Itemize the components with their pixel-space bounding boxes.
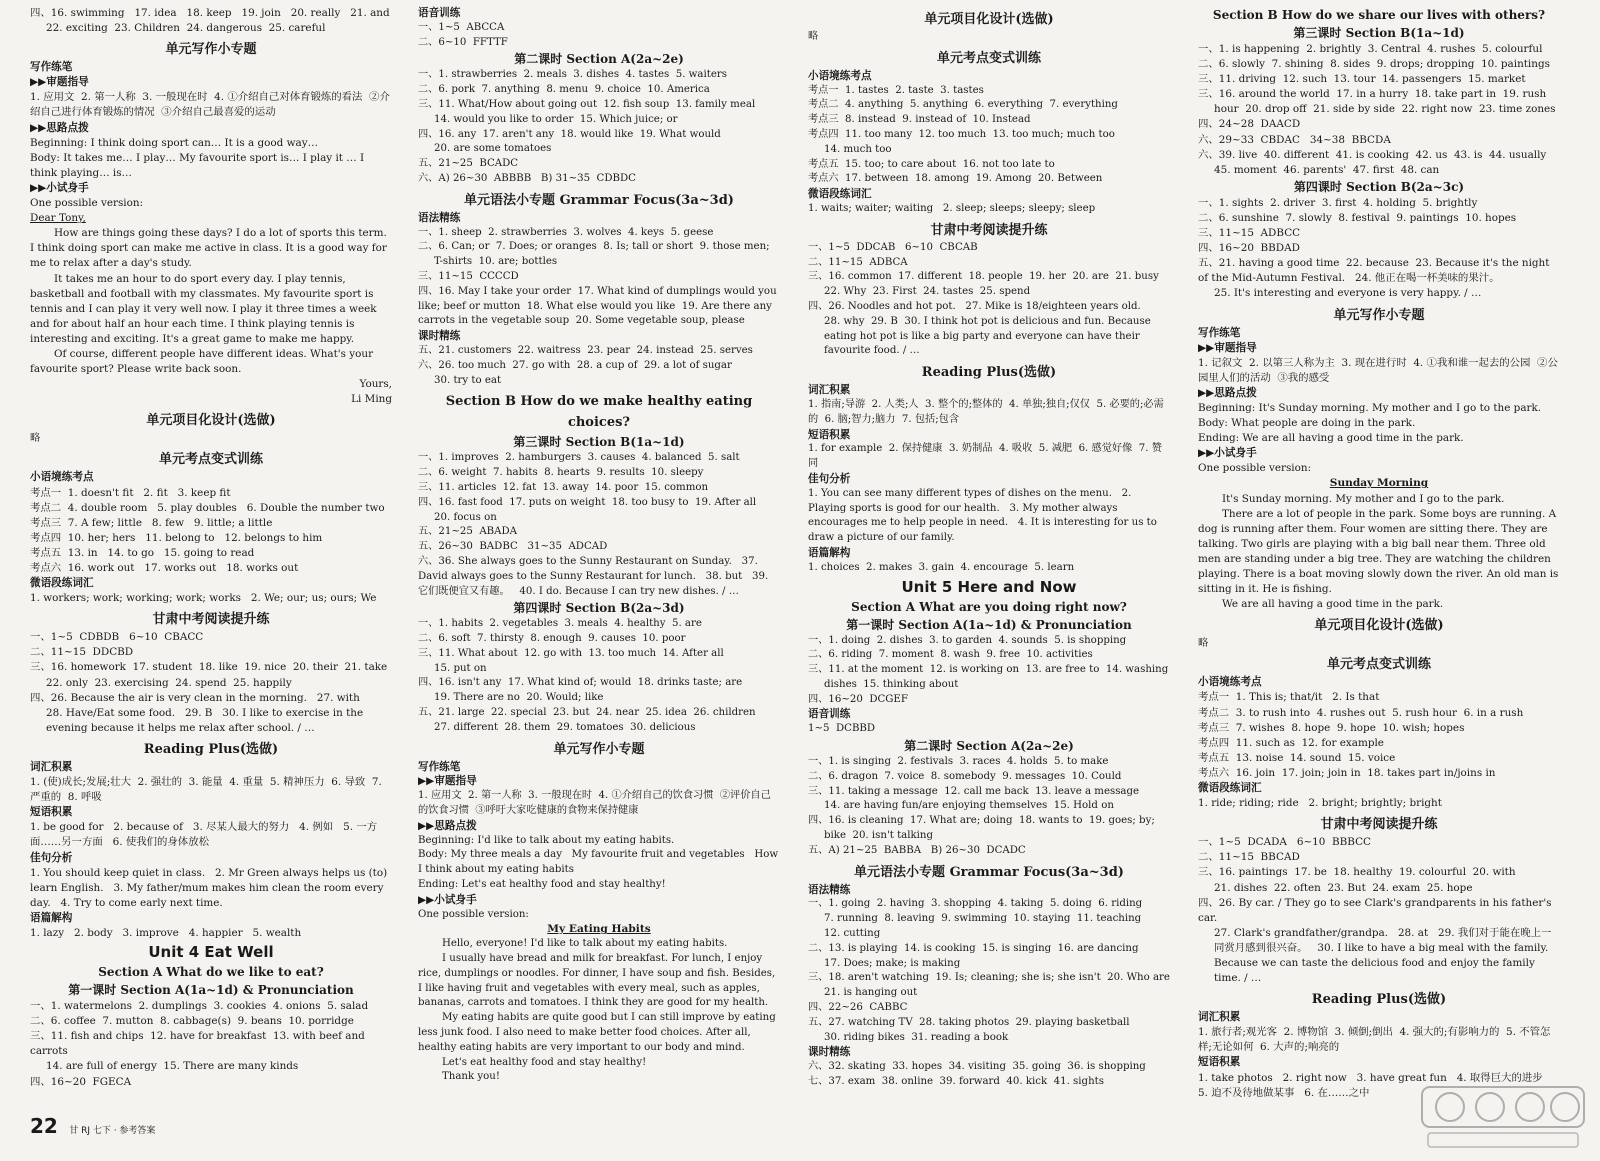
exercise-label: ▶▶审题指导 — [30, 76, 89, 89]
answer-line: 1. workers; work; working; work; works 2. We; our; us; ours; We — [30, 592, 377, 605]
answer-line: 二、6. pork 7. anything 8. menu 9. choice 10. America — [418, 84, 710, 96]
answer-line: Beginning: I'd like to talk about my eating habits. — [418, 834, 675, 846]
essay-title: My Eating Habits — [547, 923, 651, 936]
answer-line: 考点三 7. wishes 8. hope 9. hope 10. wish; hopes — [1198, 721, 1465, 734]
answer-line: 四、16~20 DCGEF — [808, 693, 908, 705]
answer-line: 六、39. live 40. different 41. is cooking 42. us 43. is 44. usually — [1198, 148, 1547, 161]
answer-line: 一、1. sights 2. driver 3. first 4. holding 5. brightly — [1198, 196, 1478, 209]
answer-line: 1. You can see many different types of dishes on the menu. 2. Playing sports is good for our health. 3. My mother always encourages me to help people in need. 4. It is interesting for us to draw a picture of our family. — [808, 487, 1161, 544]
answer-line: 考点二 3. to rush into 4. rushes out 5. rush hour 6. in a rush — [1198, 706, 1524, 719]
answer-line: 七、37. exam 38. online 39. forward 40. kick 41. sights — [808, 1076, 1104, 1088]
answer-line: 1. be good for 2. because of 3. 尽某人最大的努力 4. 例如 5. 一方面……另一方面 6. 使我们的身体放松 — [30, 821, 378, 849]
section-heading: Section B How do we make healthy eating choices? — [445, 394, 753, 431]
unit-title: Unit 4 Eat Well — [148, 943, 274, 962]
answer-line: One possible version: — [1198, 462, 1312, 475]
answer-line-continued: 30. riding bikes 31. reading a book — [824, 1031, 1009, 1043]
answer-line: 四、16~20 FGECA — [30, 1075, 132, 1088]
answer-line: 二、6~10 FFTTF — [418, 36, 508, 48]
answer-line: 一、1. watermelons 2. dumplings 3. cookies 4. onions 5. salad — [30, 1000, 369, 1013]
answer-line: 二、6. sunshine 7. slowly 8. festival 9. paintings 10. hopes — [1198, 211, 1517, 224]
answer-line: 考点二 4. anything 5. anything 6. everything 7. everything — [808, 99, 1118, 111]
exercise-label: 微语段练词汇 — [30, 577, 94, 590]
answer-line: 一、1~5 ABCCA — [418, 21, 505, 33]
essay-paragraph: It's Sunday morning. My mother and I go to the park. — [1222, 492, 1505, 505]
exercise-label: 短语积累 — [808, 428, 851, 441]
letter-signoff: Li Ming — [351, 393, 392, 406]
answer-line: 一、1~5 DDCAB 6~10 CBCAB — [808, 241, 978, 253]
answer-line: 考点六 17. between 18. among 19. Among 20. Between — [808, 173, 1103, 185]
section-heading: 单元考点变式训练 — [936, 50, 1041, 66]
answer-line: 五、A) 21~25 BABBA B) 26~30 DCADC — [808, 844, 1026, 856]
answer-line: 三、16. common 17. different 18. people 19. her 20. are 21. busy — [808, 271, 1159, 283]
answer-line: 二、6. coffee 7. mutton 8. cabbage(s) 9. beans 10. porridge — [30, 1015, 354, 1028]
section-heading: 甘肃中考阅读提升练 — [152, 612, 270, 628]
answer-line: 考点三 7. A few; little 8. few 9. little; a little — [30, 516, 273, 529]
essay-paragraph: Hello, everyone! I'd like to talk about my eating habits. — [442, 938, 728, 950]
answer-column-2 — [418, 6, 780, 1085]
answer-line: 考点四 11. such as 12. for example — [1198, 736, 1384, 749]
exercise-label: ▶▶小试身手 — [30, 181, 89, 194]
answer-line: 三、11. articles 12. fat 13. away 14. poor 15. common — [418, 481, 709, 493]
answer-line: 五、21~25 BCADC — [418, 158, 519, 170]
answer-line: 五、21~25 ABADA — [418, 526, 518, 538]
answer-line: 考点五 13. in 14. to go 15. going to read — [30, 546, 255, 559]
section-heading: 单元语法小专题 Grammar Focus(3a~3d) — [854, 864, 1124, 880]
answer-line: Body: What people are doing in the park. — [1198, 417, 1416, 430]
answer-line: 四、16. swimming 17. idea 18. keep 19. join 20. really 21. and — [30, 7, 390, 19]
subsection-heading: 第三课时 Section B(1a~1d) — [1293, 26, 1465, 40]
subsection-heading: 第二课时 Section A(2a~2e) — [514, 52, 684, 67]
exercise-label: 课时精练 — [808, 1046, 851, 1059]
answer-line: 1~5 DCBBD — [808, 723, 876, 735]
exercise-label: 佳句分析 — [808, 472, 851, 485]
exercise-label: 语法精练 — [808, 883, 851, 896]
answer-line-continued: 28. why 29. B 30. I think hot pot is delicious and fun. Because eating hot pot is like a big party and everyone can have their favourite food. / … — [824, 315, 1155, 357]
exercise-label: ▶▶审题指导 — [418, 775, 477, 788]
answer-line: One possible version: — [30, 197, 144, 210]
answer-line: 三、11. What about 12. go with 13. too much 14. After all — [418, 647, 724, 659]
answer-line: 一、1. doing 2. dishes 3. to garden 4. sounds 5. is shopping — [808, 634, 1127, 646]
answer-line: Ending: We are all having a good time in the park. — [1198, 432, 1464, 445]
answer-line: 1. ride; riding; ride 2. bright; brightly; bright — [1198, 797, 1442, 810]
answer-line: 一、1. strawberries 2. meals 3. dishes 4. tastes 5. waiters — [418, 69, 727, 81]
subsection-heading: 第三课时 Section B(1a~1d) — [513, 435, 685, 450]
answer-line: 考点四 11. too many 12. too much 13. too much; much too — [808, 128, 1115, 140]
answer-line-continued: 20. are some tomatoes — [434, 143, 552, 155]
essay-paragraph: It takes me an hour to do sport every day. I play tennis, basketball and football with my classmates. My favourite sport is tennis and I can play it very well now. I play it three times a week and for about half an hour each time. I think playing tennis is interesting and exciting. It's a great game to make me happy. — [30, 272, 380, 345]
answer-line: 二、11~15 BBCAD — [1198, 851, 1300, 864]
section-heading: 单元考点变式训练 — [158, 452, 263, 468]
answer-line: 考点三 8. instead 9. instead of 10. Instead — [808, 114, 1031, 126]
essay-paragraph: How are things going these days? I do a lot of sports this term. I think doing sport can make me active in class. It is a good way for me to relax after a day's study. — [30, 227, 391, 270]
subsection-heading: Section A What are you doing right now? — [851, 599, 1127, 614]
answer-column-1 — [30, 6, 392, 1090]
section-heading: 单元项目化设计(选做) — [924, 12, 1054, 27]
exercise-label: 小语境练考点 — [808, 69, 872, 82]
answer-line: 四、16~20 BBDAD — [1198, 242, 1300, 255]
watermark-logo — [1420, 1085, 1586, 1151]
letter-signoff: Yours, — [359, 378, 392, 391]
answer-line: 考点一 1. doesn't fit 2. fit 3. keep fit — [30, 486, 231, 499]
answer-line: 考点二 4. double room 5. play doubles 6. Double the number two — [30, 501, 385, 514]
answer-line: 一、1. is singing 2. festivals 3. races 4. holds 5. to make — [808, 756, 1109, 768]
answer-line-continued: 22. exciting 23. Children 24. dangerous 25. careful — [46, 22, 326, 35]
answer-line: 一、1. sheep 2. strawberries 3. wolves 4. keys 5. geese — [418, 226, 714, 238]
exercise-label: 语篇解构 — [30, 911, 73, 924]
answer-line-continued: 22. only 23. exercising 24. spend 25. happily — [46, 676, 292, 689]
answer-line: 1. (使)成长;发展;壮大 2. 强壮的 3. 能量 4. 重量 5. 精神压力 6. 导致 7. 严重的 8. 呼吸 — [30, 776, 386, 804]
exercise-label: 写作练笔 — [30, 61, 73, 74]
answer-line-continued: 27. different 28. them 29. tomatoes 30. delicious — [434, 721, 696, 733]
answer-line-continued: 14. are having fun/are enjoying themselves 15. Hold on — [824, 800, 1114, 812]
answer-line: 三、16. paintings 17. be 18. healthy 19. colourful 20. with — [1198, 866, 1516, 879]
answer-line: 二、6. weight 7. habits 8. hearts 9. results 10. sleepy — [418, 467, 704, 479]
answer-line: 1. You should keep quiet in class. 2. Mr Green always helps us (to) learn English. 3. My father/mum makes him clean the room every day. 4. Try to come early next time. — [30, 866, 391, 909]
answer-line: 五、21. having a good time 22. because 23. Because it's the night of the Mid-Autumn Festival. 24. 他正在喝一杯美味的果汁。 — [1198, 257, 1553, 285]
answer-line: 考点一 1. This is; that/it 2. Is that — [1198, 691, 1380, 704]
answer-line: 四、16. any 17. aren't any 18. would like 19. What would — [418, 128, 721, 140]
answer-line: 二、13. is playing 14. is cooking 15. is singing 16. are dancing — [808, 942, 1139, 954]
answer-line: 考点一 1. tastes 2. taste 3. tastes — [808, 84, 984, 96]
answer-line: 四、16. May I take your order 17. What kind of dumplings would you like; beef or mutton 18. What else would you like 19. Are there any carrots in the vegetable soup 20. Some vegetable soup, please — [418, 285, 780, 327]
answer-line: 1. 应用文 2. 第一人称 3. 一般现在时 4. ①介绍自己的饮食习惯 ②评价自己的饮食习惯 ③呼吁大家吃健康的食物来保持健康 — [418, 790, 771, 817]
page-footer — [30, 1113, 156, 1139]
answer-line: 四、16. fast food 17. puts on weight 18. too busy to 19. After all — [418, 496, 757, 508]
answer-line: 1. for example 2. 保持健康 3. 奶制品 4. 吸收 5. 减肥 6. 感觉好像 7. 赞同 — [808, 443, 1162, 470]
answer-line: 1. take photos 2. right now 3. have great fun 4. 取得巨大的进步 — [1198, 1071, 1543, 1084]
answer-line-continued: 20. focus on — [434, 511, 497, 523]
section-heading: 单元考点变式训练 — [1326, 657, 1431, 673]
answer-line: 一、1~5 CDBDB 6~10 CBACC — [30, 631, 204, 644]
page-number: 22 — [30, 1113, 58, 1138]
answer-line: 五、21. large 22. special 23. but 24. near 25. idea 26. children — [418, 707, 756, 719]
edition-label: 甘 RJ 七下 · 参考答案 — [69, 1125, 156, 1136]
answer-line: 四、26. Because the air is very clean in the morning. 27. with — [30, 691, 360, 704]
answer-line-continued: 21. is hanging out — [824, 987, 918, 999]
answer-line: 五、26~30 BADBC 31~35 ADCAD — [418, 541, 608, 553]
subsection-heading: 第四课时 Section B(2a~3d) — [513, 601, 685, 616]
answer-line-continued: 30. try to eat — [434, 374, 502, 386]
exercise-label: 语篇解构 — [808, 546, 851, 559]
exercise-label: 语音训练 — [418, 7, 461, 19]
essay-paragraph: We are all having a good time in the park. — [1222, 598, 1444, 611]
answer-line: 1. lazy 2. body 3. improve 4. happier 5. wealth — [30, 926, 302, 939]
answer-line: 六、32. skating 33. hopes 34. visiting 35. going 36. is shopping — [808, 1061, 1146, 1073]
exercise-label: ▶▶小试身手 — [1198, 447, 1257, 460]
answer-line: 六、29~33 CBDAC 34~38 BBCDA — [1198, 133, 1391, 146]
answer-line: 三、11. taking a message 12. call me back 13. leave a message — [808, 785, 1140, 797]
exercise-label: 微语段练词汇 — [1198, 782, 1262, 795]
answer-line: 四、16. is cleaning 17. What are; doing 18. wants to 19. goes; by; — [808, 815, 1155, 827]
essay-paragraph: Of course, different people have different ideas. What's your favourite sport? Please write back soon. — [30, 347, 377, 376]
answer-line-continued: 7. running 8. leaving 9. swimming 10. staying 11. teaching — [824, 913, 1142, 925]
exercise-label: 课时精练 — [418, 330, 461, 343]
answer-line-continued: 14. are full of energy 15. There are many kinds — [46, 1060, 299, 1073]
subsection-heading: 第一课时 Section A(1a~1d) & Pronunciation — [846, 617, 1132, 632]
answer-line-continued: 14. much too — [824, 143, 892, 155]
answer-line-continued: 15. put on — [434, 662, 487, 674]
exercise-label: 词汇积累 — [1198, 1011, 1241, 1024]
section-heading: 单元写作小专题 — [553, 741, 645, 757]
subsection-heading: Section A What do we like to eat? — [98, 965, 324, 980]
answer-line: Body: My three meals a day My favourite fruit and vegetables How I think about my eating habits — [418, 849, 782, 876]
answer-line: 一、1. is happening 2. brightly 3. Central 4. rushes 5. colourful — [1198, 43, 1543, 55]
answer-line: 四、26. Noodles and hot pot. 27. Mike is 18/eighteen years old. — [808, 300, 1141, 312]
unit-title: Unit 5 Here and Now — [901, 577, 1077, 596]
answer-line: 五、27. watching TV 28. taking photos 29. playing basketball — [808, 1016, 1130, 1028]
subsection-heading: 第四课时 Section B(2a~3c) — [1293, 179, 1465, 194]
exercise-label: ▶▶思路点拨 — [418, 819, 477, 832]
section-heading: 单元语法小专题 Grammar Focus(3a~3d) — [464, 192, 734, 208]
answer-line: 二、6. riding 7. moment 8. wash 9. free 10. activities — [808, 649, 1093, 661]
answer-line: 考点五 15. too; to care about 16. not too late to — [808, 158, 1055, 170]
answer-line: 三、11. driving 12. such 13. tour 14. passengers 15. market — [1198, 73, 1526, 86]
answer-line-continued: 21. dishes 22. often 23. But 24. exam 25. hope — [1214, 881, 1473, 894]
essay-paragraph: Let's eat healthy food and stay healthy! — [442, 1056, 647, 1068]
answer-line: 六、A) 26~30 ABBBB B) 31~35 CDBDC — [418, 172, 636, 184]
section-heading: 甘肃中考阅读提升练 — [1320, 817, 1438, 833]
answer-line: 三、11~15 CCCCD — [418, 270, 519, 282]
answer-line: 考点六 16. work out 17. works out 18. works out — [30, 562, 299, 574]
answer-line: 考点五 13. noise 14. sound 15. voice — [1198, 751, 1396, 764]
section-heading: Reading Plus(选做) — [921, 365, 1057, 381]
answer-line: 三、11~15 ADBCC — [1198, 227, 1301, 240]
answer-line-continued: bike 20. isn't talking — [824, 830, 934, 842]
answer-line: 六、26. too much 27. go with 28. a cup of 29. a lot of sugar — [418, 359, 732, 371]
answer-line: 1. waits; waiter; waiting 2. sleep; sleeps; sleepy; sleep — [808, 202, 1096, 214]
exercise-label: 小语境练考点 — [30, 471, 94, 484]
exercise-label: 语音训练 — [808, 708, 851, 721]
answer-line: 四、16. isn't any 17. What kind of; would 18. drinks taste; are — [418, 677, 743, 689]
essay-paragraph: There are a lot of people in the park. Some boys are running. A dog is running after them. Four women are sitting there. They are talking. Two girls are playing with a big ball near them. Three old men are standing under a big tree. They are watching the children playing. There is a boat moving slowly down the river. An old man is sitting in it. He is fishing. — [1198, 507, 1562, 596]
answer-line-continued: T-shirts 10. are; bottles — [434, 256, 558, 268]
answer-line-continued: 28. Have/Eat some food. 29. B 30. I like to exercise in the evening because it helps me relax after school. / … — [46, 706, 367, 734]
answer-line: 1. 指南;导游 2. 人类;人 3. 整个的;整体的 4. 单独;独自;仅仅 5. 必要的;必需的 6. 脑;智力;脑力 7. 包括;包含 — [808, 398, 1164, 425]
answer-line: 一、1~5 DCADA 6~10 BBBCC — [1198, 836, 1371, 849]
subsection-heading: Section B How do we share our lives with others? — [1212, 8, 1546, 22]
section-heading: 单元项目化设计(选做) — [1314, 618, 1444, 634]
exercise-label: 微语段练词汇 — [808, 188, 872, 201]
answer-line: 三、16. homework 17. student 18. like 19. nice 20. their 21. take — [30, 661, 388, 674]
answer-line-continued: 27. Clark's grandfather/grandpa. 28. at 29. 我们对于能在晚上一同赏月感到很兴奋。 30. I like to have a big meal with the family. Because we can taste the delicious food and enjoy the family time. / … — [1214, 926, 1552, 985]
answer-line-continued: 22. Why 23. First 24. tastes 25. spend — [824, 286, 1031, 298]
answer-line: 四、26. By car. / They go to see Clark's grandparents in his father's car. — [1198, 896, 1555, 924]
answer-line: 一、1. improves 2. hamburgers 3. causes 4. balanced 5. salt — [418, 452, 740, 464]
section-heading: 甘肃中考阅读提升练 — [930, 222, 1048, 238]
letter-greeting: Dear Tony, — [30, 212, 86, 225]
exercise-label: ▶▶小试身手 — [418, 893, 477, 906]
answer-line: 考点四 10. her; hers 11. belong to 12. belongs to him — [30, 531, 323, 544]
section-heading: 单元写作小专题 — [165, 42, 257, 58]
essay-title: Sunday Morning — [1329, 477, 1429, 490]
answer-line: One possible version: — [418, 908, 529, 920]
answer-line-continued: 14. would you like to order 15. Which juice; or — [434, 113, 678, 125]
essay-paragraph: I usually have bread and milk for breakfast. For lunch, I enjoy rice, dumplings or noodles. For dinner, I have soup and fish. Besides, I like having fruit and vegetables with every meal, such as apples, bananas, carrots and tomatoes. I think they are good for my health. — [418, 953, 779, 1009]
answer-line-continued: 17. Does; make; is making — [824, 957, 961, 969]
answer-line: 三、18. aren't watching 19. Is; cleaning; she is; she isn't 20. Who are — [808, 972, 1170, 984]
essay-paragraph: Thank you! — [442, 1071, 500, 1083]
answer-line: 考点六 16. join 17. join; join in 18. takes part in/joins in — [1198, 766, 1496, 779]
answer-line: 一、1. habits 2. vegetables 3. meals 4. healthy 5. are — [418, 618, 702, 630]
answer-line: 1. choices 2. makes 3. gain 4. encourage 5. learn — [808, 561, 1075, 573]
answer-line: 二、6. Can; or 7. Does; or oranges 8. Is; tall or short 9. those men; — [418, 241, 770, 253]
answer-line-continued: hour 20. drop off 21. side by side 22. right now 23. time zones — [1214, 103, 1556, 116]
answer-line: 1. 记叙文 2. 以第三人称为主 3. 现在进行时 4. ①我和谁一起去的公园 ②公园里人们的活动 ③我的感受 — [1198, 356, 1558, 384]
answer-line-continued: 25. It's interesting and everyone is very happy. / … — [1214, 287, 1482, 300]
subsection-heading: 第二课时 Section A(2a~2e) — [904, 739, 1074, 754]
answer-line: 五、21. customers 22. waitress 23. pear 24. instead 25. serves — [418, 344, 753, 356]
answer-line: 二、6. soft 7. thirsty 8. enough 9. causes 10. poor — [418, 633, 686, 645]
answer-line: 二、11~15 DDCBD — [30, 646, 134, 659]
answer-line: 1. 旅行者;观光客 2. 博物馆 3. 倾倒;倒出 4. 强大的;有影响力的 5. 不管怎样;无论如何 6. 大声的;响亮的 — [1198, 1026, 1551, 1054]
answer-column-3 — [808, 6, 1170, 1090]
answer-line: 三、16. around the world 17. in a hurry 18. take part in 19. rush — [1198, 88, 1547, 101]
section-heading: Reading Plus(选做) — [143, 741, 279, 757]
answer-line: 四、22~26 CABBC — [808, 1002, 908, 1014]
answer-line: 略 — [808, 31, 819, 42]
exercise-label: 小语境练考点 — [1198, 676, 1262, 689]
answer-line-continued: 45. moment 46. parents' 47. first 48. can — [1214, 163, 1440, 176]
exercise-label: 写作练笔 — [418, 760, 461, 773]
exercise-label: 短语积累 — [30, 806, 73, 819]
answer-line: 三、11. What/How about going out 12. fish soup 13. family meal — [418, 98, 756, 110]
answer-line: 二、6. dragon 7. voice 8. somebody 9. messages 10. Could — [808, 770, 1122, 782]
answer-line: 略 — [1198, 637, 1209, 650]
exercise-label: 词汇积累 — [30, 760, 73, 773]
exercise-label: 语法精练 — [418, 211, 461, 224]
answer-line: 5. 迫不及待地做某事 6. 在……之中 — [1198, 1086, 1370, 1099]
answer-line: Ending: Let's eat healthy food and stay healthy! — [418, 879, 666, 891]
exercise-label: 短语积累 — [1198, 1056, 1241, 1069]
exercise-label: 词汇积累 — [808, 384, 851, 397]
answer-line: 1. 应用文 2. 第一人称 3. 一般现在时 4. ①介绍自己对体育锻炼的看法 ②介绍自己进行体育锻炼的情况 ③介绍自己最喜爱的运动 — [30, 91, 390, 119]
answer-line-continued: dishes 15. thinking about — [824, 678, 959, 690]
subsection-heading: 第一课时 Section A(1a~1d) & Pronunciation — [68, 983, 354, 998]
exercise-label: 写作练笔 — [1198, 326, 1241, 339]
section-heading: 单元写作小专题 — [1333, 307, 1425, 323]
answer-line: Body: It takes me… I play… My favourite sport is… I play it … I think playing… is… — [30, 151, 368, 179]
answer-line: Beginning: It's Sunday morning. My mother and I go to the park. — [1198, 401, 1542, 414]
answer-line: Beginning: I think doing sport can… It is a good way… — [30, 136, 318, 149]
answer-line: 二、6. slowly 7. shining 8. sides 9. drops; dropping 10. paintings — [1198, 58, 1550, 71]
section-heading: 单元项目化设计(选做) — [146, 413, 276, 429]
exercise-label: ▶▶思路点拨 — [1198, 386, 1257, 399]
answer-line: 三、11. at the moment 12. is working on 13. are free to 14. washing — [808, 664, 1169, 676]
answer-line-continued: 12. cutting — [824, 928, 881, 940]
answer-line: 略 — [30, 432, 41, 445]
answer-line-continued: 19. There are no 20. Would; like — [434, 692, 604, 704]
answer-line: 四、24~28 DAACD — [1198, 118, 1301, 131]
essay-paragraph: My eating habits are quite good but I can still improve by eating less junk food. I also need to make better food choices. After all, healthy eating habits are very important to our body and mind. — [418, 1012, 779, 1053]
exercise-label: 佳句分析 — [30, 851, 73, 864]
exercise-label: ▶▶审题指导 — [1198, 341, 1257, 354]
answer-column-4 — [1198, 6, 1560, 1101]
answer-line: 六、36. She always goes to the Sunny Restaurant on Sunday. 37. David always goes to the Sunny Restaurant for lunch. 38. but 39. 它们既便宜又有趣。 40. I do. Because I can try new dishes. / … — [418, 555, 772, 597]
answer-line: 二、11~15 ADBCA — [808, 256, 908, 268]
answer-line: 一、1. going 2. having 3. shopping 4. taking 5. doing 6. riding — [808, 898, 1143, 910]
section-heading: Reading Plus(选做) — [1311, 992, 1447, 1008]
exercise-label: ▶▶思路点拨 — [30, 121, 89, 134]
answer-line: 三、11. fish and chips 12. have for breakfast 13. with beef and carrots — [30, 1030, 369, 1058]
